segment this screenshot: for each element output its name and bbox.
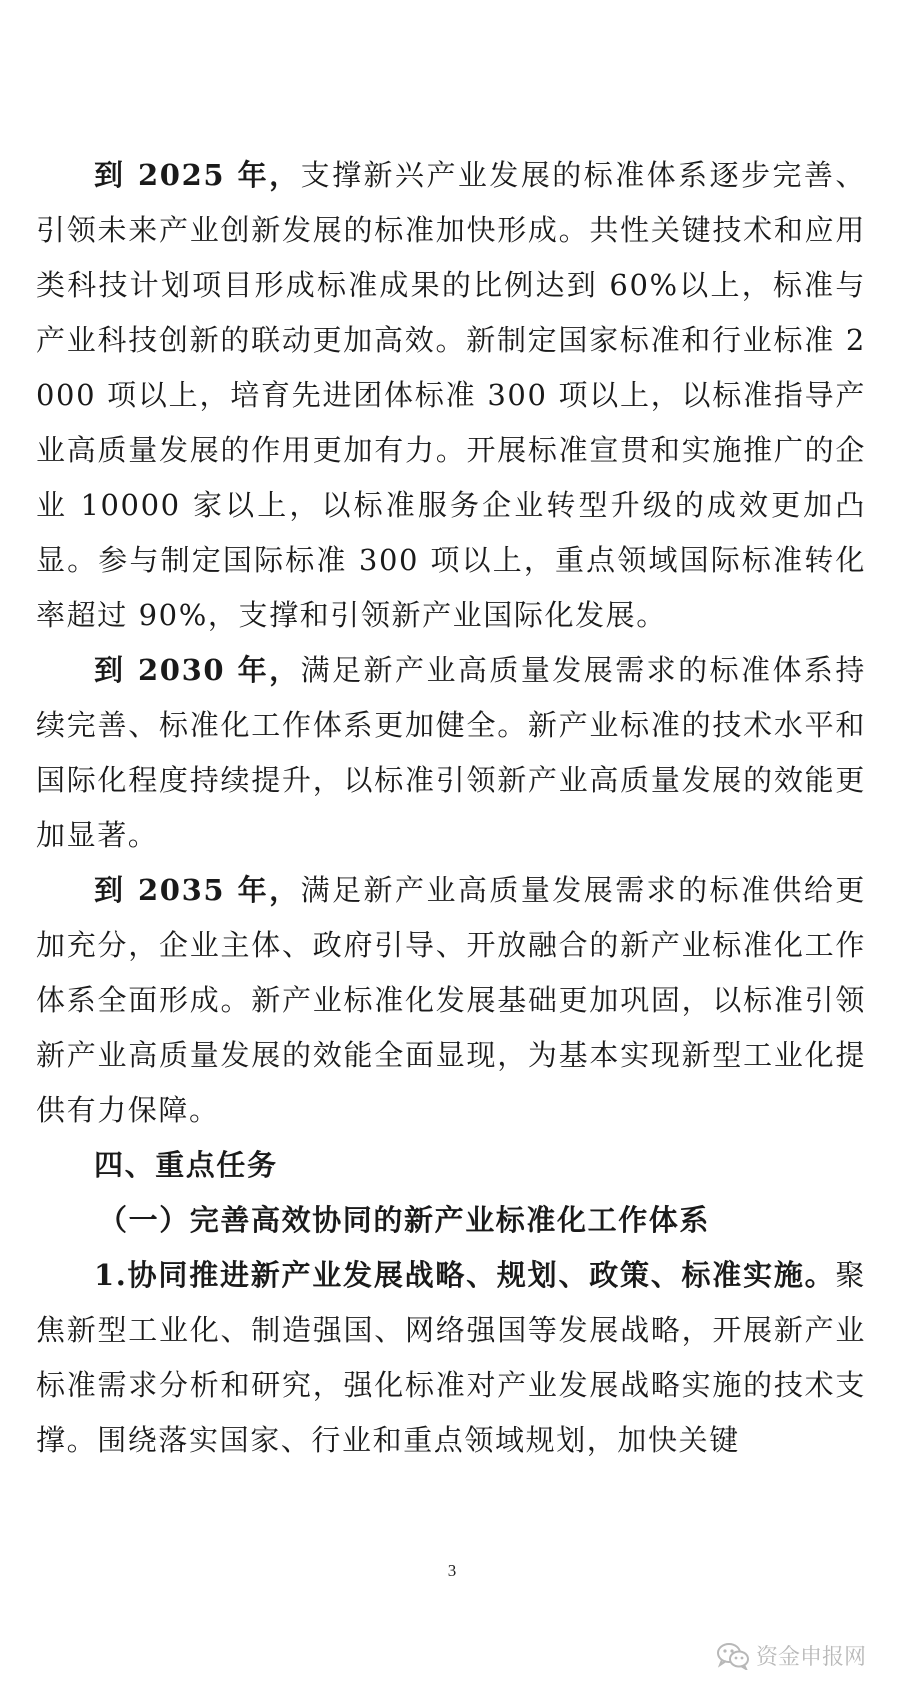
paragraph-2035-goals (36, 863, 866, 1138)
paragraph-lead: 到 2035 年， (94, 873, 301, 907)
body-text (36, 148, 866, 1468)
paragraph-text: 支撑新兴产业发展的标准体系逐步完善、引领未来产业创新发展的标准加快形成。共性关键技术和应用类科技计划项目形成标准成果的比例达到 60%以上，标准与产业科技创新的联动更加高效。新制定国家标准和行业标准 2000 项以上，培育先进团体标准 300 项以上，以标准指导产业高质量发展的作用更加有力。开展标准宣贯和实施推广的企业 10000 家以上，以标准服务企业转型升级的成效更加凸显。参与制定国际标准 300 项以上，重点领域国际标准转化率超过 90%，支撑和引领新产业国际化发展。 (36, 158, 866, 632)
wechat-icon (716, 1642, 750, 1670)
paragraph-lead: 到 2025 年， (94, 158, 301, 192)
paragraph-text: 满足新产业高质量发展需求的标准供给更加充分，企业主体、政府引导、开放融合的新产业标准化工作体系全面形成。新产业标准化发展基础更加巩固，以标准引领新产业高质量发展的效能全面显现，为基本实现新型工业化提供有力保障。 (36, 873, 866, 1127)
subsection-heading: （一）完善高效协同的新产业标准化工作体系 (98, 1203, 711, 1237)
page-number: 3 (447, 1561, 457, 1580)
task-item-text: 聚焦新型工业化、制造强国、网络强国等发展战略，开展新产业标准需求分析和研究，强化标准对产业发展战略实施的技术支撑。围绕落实国家、行业和重点领域规划，加快关键 (36, 1258, 866, 1457)
paragraph-2030-goals (36, 643, 866, 863)
watermark (716, 1640, 866, 1671)
paragraph-text: 满足新产业高质量发展需求的标准体系持续完善、标准化工作体系更加健全。新产业标准的技术水平和国际化程度持续提升，以标准引领新产业高质量发展的效能更加显著。 (36, 653, 866, 852)
section-heading: 四、重点任务 (94, 1148, 278, 1182)
paragraph-lead: 到 2030 年， (94, 653, 301, 687)
watermark-text: 资金申报网 (755, 1645, 866, 1670)
paragraph-2025-goals (36, 148, 866, 643)
task-item-1 (36, 1248, 866, 1468)
task-item-lead: 1.协同推进新产业发展战略、规划、政策、标准实施。 (94, 1258, 836, 1292)
